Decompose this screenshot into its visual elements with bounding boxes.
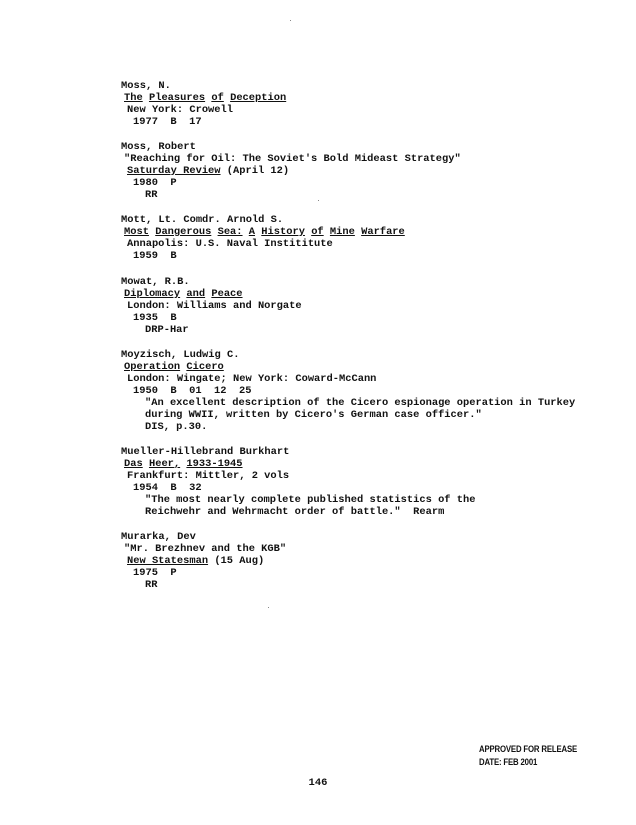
scan-speck bbox=[290, 20, 291, 21]
entry-code: 1975 P bbox=[133, 567, 177, 579]
entry-code: 1959 B bbox=[133, 250, 177, 262]
entry-annotation-line: Reichwehr and Wehrmacht order of battle." Rearm bbox=[145, 506, 445, 518]
entry-code: 1977 B 17 bbox=[133, 116, 202, 128]
entry-code: 1954 B 32 bbox=[133, 482, 202, 494]
release-stamp-line: APPROVED FOR RELEASE bbox=[479, 744, 578, 755]
entry-author: Moyzisch, Ludwig C. bbox=[121, 349, 240, 361]
entry-publisher: London: Wingate; New York: Coward-McCann bbox=[127, 373, 377, 385]
entry-annotation-line: "The most nearly complete published statistics of the bbox=[145, 494, 476, 506]
bibliography-entry bbox=[121, 531, 601, 591]
entry-code: 1950 B 01 12 25 bbox=[133, 385, 252, 397]
entry-title: Das Heer, 1933-1945 bbox=[124, 458, 243, 470]
entry-code: 1980 P bbox=[133, 177, 177, 189]
page-number: 146 bbox=[308, 777, 328, 789]
entry-journal: Saturday Review (April 12) bbox=[127, 165, 290, 177]
scan-speck bbox=[318, 200, 319, 201]
entry-publisher: New York: Crowell bbox=[127, 104, 234, 116]
entry-annotation-line: DIS, p.30. bbox=[145, 421, 208, 433]
entry-title: Most Dangerous Sea: A History of Mine Warfare bbox=[124, 226, 405, 238]
entry-author: Mott, Lt. Comdr. Arnold S. bbox=[121, 214, 284, 226]
entry-source: RR bbox=[145, 189, 158, 201]
entry-title: The Pleasures of Deception bbox=[124, 92, 287, 104]
entry-author: Moss, Robert bbox=[121, 141, 196, 153]
entry-source: RR bbox=[145, 579, 158, 591]
entry-author: Mueller-Hillebrand Burkhart bbox=[121, 446, 290, 458]
scan-speck bbox=[268, 607, 269, 608]
entry-annotation-line: "An excellent description of the Cicero espionage operation in Turkey bbox=[145, 397, 576, 409]
release-stamp bbox=[479, 743, 577, 769]
entry-source: DRP-Har bbox=[145, 324, 189, 336]
entry-title: Operation Cicero bbox=[124, 361, 224, 373]
entry-journal: New Statesman (15 Aug) bbox=[127, 555, 265, 567]
entry-code: 1935 B bbox=[133, 312, 177, 324]
bibliography-entry bbox=[121, 214, 601, 262]
entry-publisher: Annapolis: U.S. Naval Instititute bbox=[127, 238, 333, 250]
entry-annotation-line: during WWII, written by Cicero's German case officer." bbox=[145, 409, 482, 421]
bibliography-entry bbox=[121, 141, 601, 201]
entry-article-title: "Reaching for Oil: The Soviet's Bold Mideast Strategy" bbox=[124, 153, 461, 165]
entry-publisher: London: Williams and Norgate bbox=[127, 300, 302, 312]
bibliography-entry bbox=[121, 446, 601, 518]
entry-author: Mowat, R.B. bbox=[121, 276, 190, 288]
bibliography-entry bbox=[121, 349, 601, 433]
entry-title: Diplomacy and Peace bbox=[124, 288, 243, 300]
release-stamp-date: DATE: FEB 2001 bbox=[479, 757, 538, 768]
bibliography-entry bbox=[121, 80, 601, 128]
entry-author: Moss, N. bbox=[121, 80, 171, 92]
entry-publisher: Frankfurt: Mittler, 2 vols bbox=[127, 470, 290, 482]
bibliography-entry bbox=[121, 276, 601, 336]
entry-author: Murarka, Dev bbox=[121, 531, 196, 543]
entry-article-title: "Mr. Brezhnev and the KGB" bbox=[124, 543, 287, 555]
